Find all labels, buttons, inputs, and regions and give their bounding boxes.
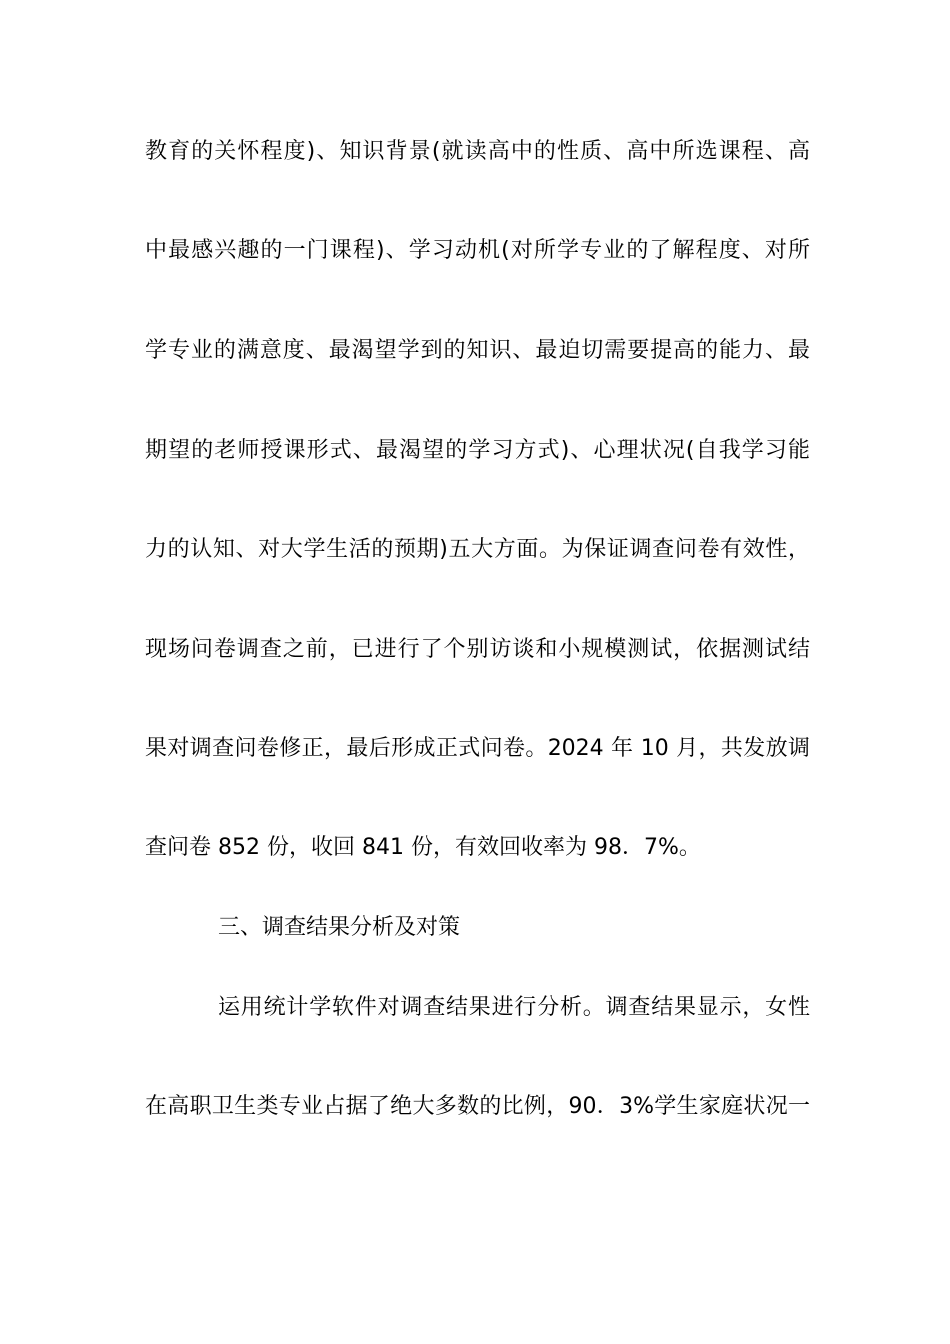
paragraph-line: 中最感兴趣的一门课程)、学习动机(对所学专业的了解程度、对所: [145, 238, 810, 263]
paragraph-line: 力的认知、对大学生活的预期)五大方面。为保证调查问卷有效性，: [145, 537, 810, 562]
paragraph-line: 运用统计学软件对调查结果进行分析。调查结果显示，女性: [218, 995, 810, 1020]
section-heading: 三、调查结果分析及对策: [218, 915, 461, 940]
paragraph-line: 果对调查问卷修正，最后形成正式问卷。2024 年 10 月，共发放调: [145, 736, 810, 761]
paragraph-line: 期望的老师授课形式、最渴望的学习方式)、心理状况(自我学习能: [145, 438, 810, 463]
paragraph-line: 查问卷 852 份，收回 841 份，有效回收率为 98．7%。: [145, 835, 701, 860]
paragraph-line: 在高职卫生类专业占据了绝大多数的比例，90．3%学生家庭状况一: [145, 1094, 810, 1119]
paragraph-line: 现场问卷调查之前，已进行了个别访谈和小规模测试，依据测试结: [145, 637, 810, 662]
paragraph-line: 教育的关怀程度)、知识背景(就读高中的性质、高中所选课程、高: [145, 139, 810, 164]
paragraph-line: 学专业的满意度、最渴望学到的知识、最迫切需要提高的能力、最: [145, 338, 810, 363]
